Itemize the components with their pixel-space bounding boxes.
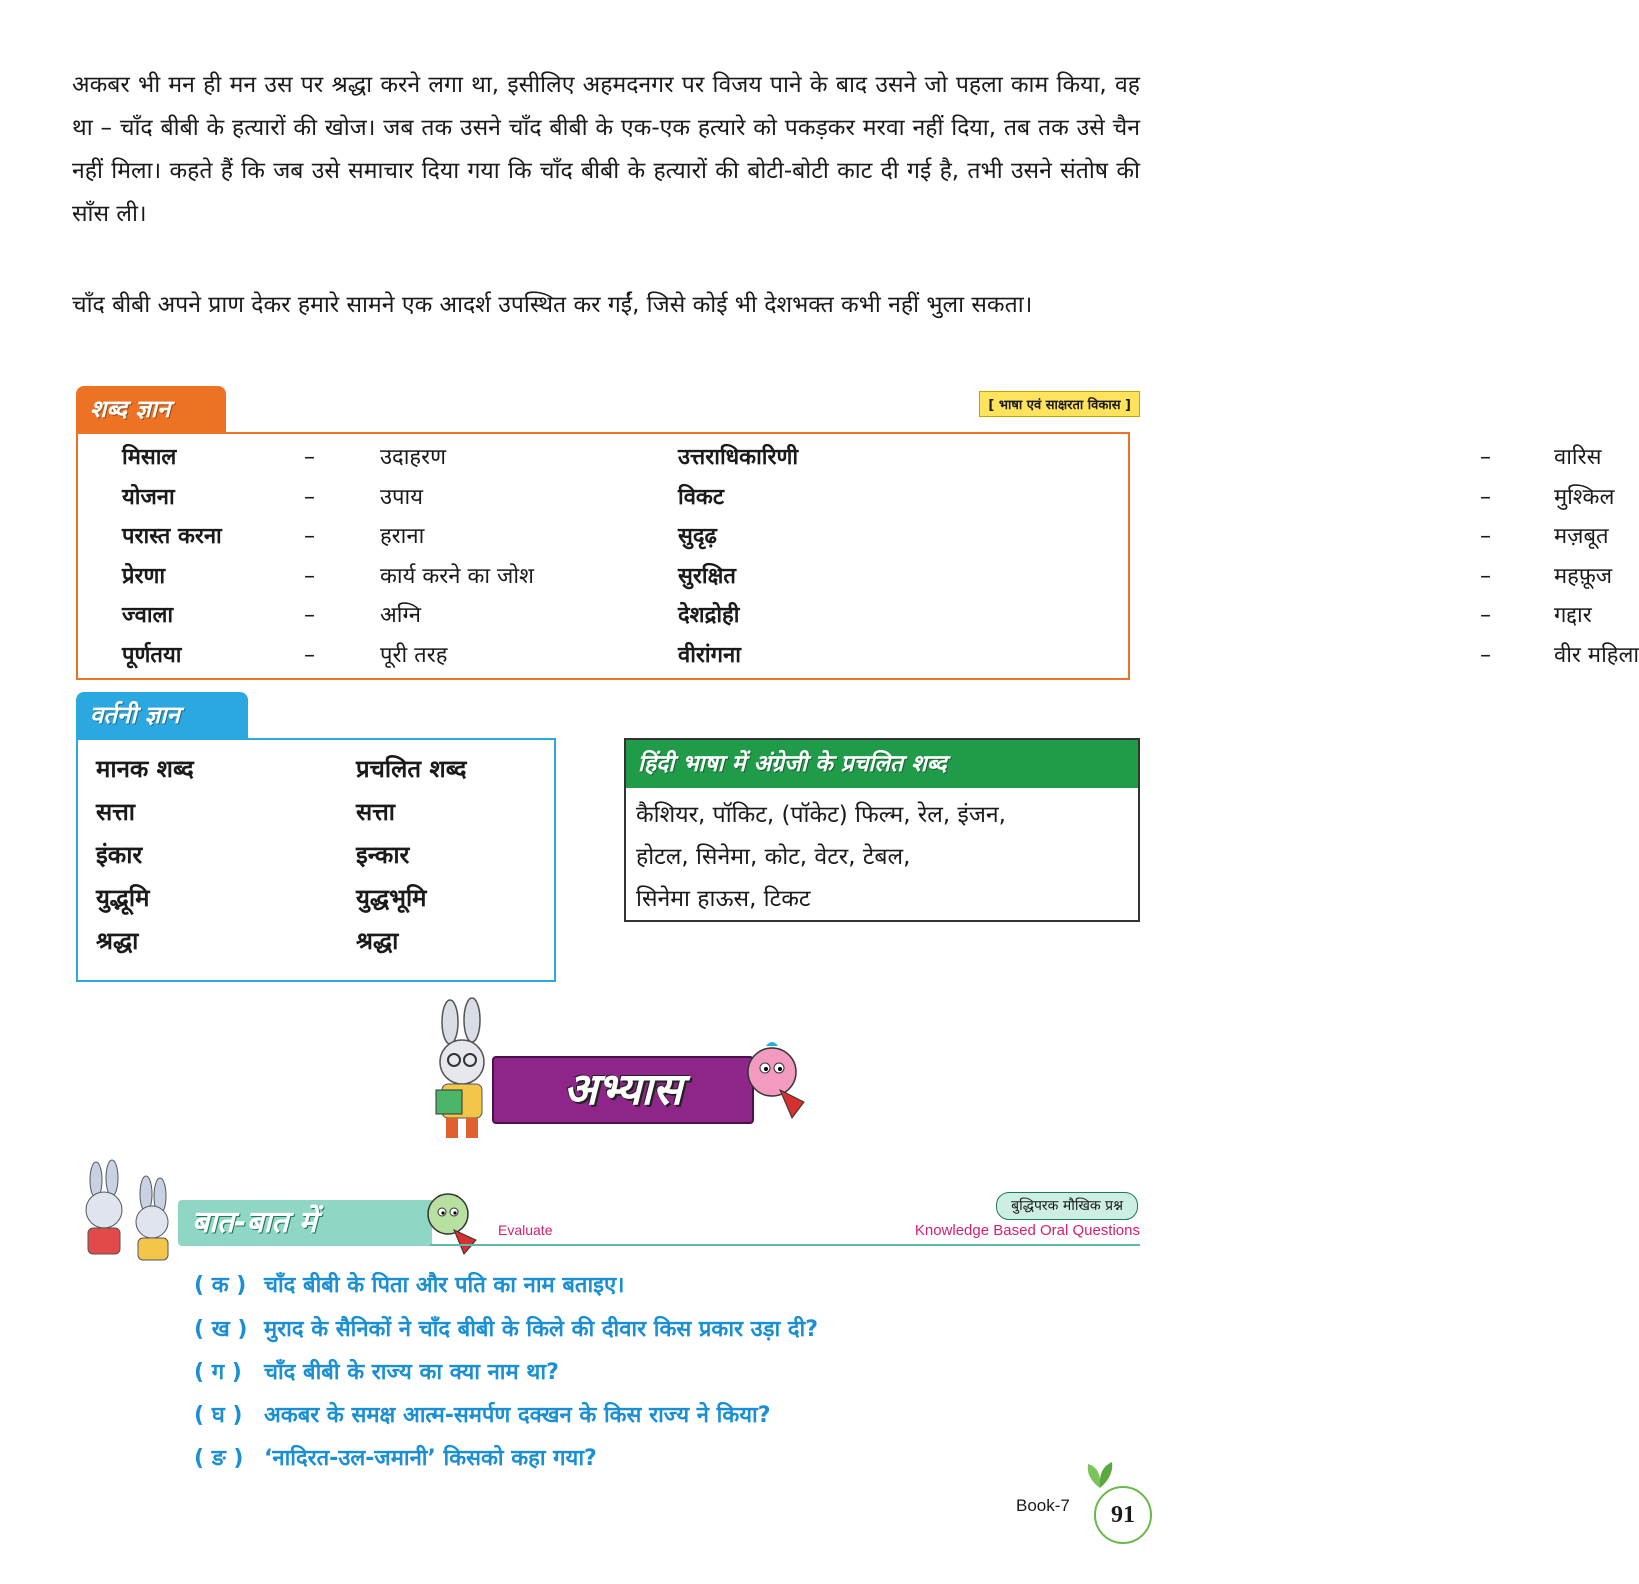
- vocabulary-dash: –: [1480, 563, 1491, 589]
- vocabulary-dash: –: [1480, 642, 1491, 668]
- vartani-gyan-title: वर्तनी ज्ञान: [76, 692, 248, 738]
- english-words-box: [624, 738, 1140, 922]
- abhyas-title: अभ्यास: [492, 1056, 754, 1124]
- vocabulary-dash: –: [304, 445, 315, 470]
- question-item: ( ग ) चाँद बीबी के राज्य का क्या नाम था?: [194, 1360, 559, 1385]
- paragraph-1: अकबर भी मन ही मन उस पर श्रद्धा करने लगा था, इसीलिए अहमदनगर पर विजय पाने के बाद उसने जो पहला काम किया, वह था – चाँद बीबी के हत्यारों की खोज। जब तक उसने चाँद बीबी के एक-एक हत्यारे को पकड़कर मरवा नहीं दिया, तब तक उसे चैन नहीं मिला। कहते हैं कि जब उसे समाचार दिया गया कि चाँद बीबी के हत्यारों की बोटी-बोटी काट दी गई है, तभी उसने संतोष की साँस ली।: [72, 72, 1140, 227]
- spelling-common: इन्कार: [356, 841, 410, 869]
- vocabulary-box: [76, 432, 1639, 680]
- vocabulary-word: ज्वाला: [122, 603, 174, 628]
- spelling-common: श्रद्धा: [356, 927, 399, 955]
- question-item: ( क ) चाँद बीबी के पिता और पति का नाम बताइए।: [194, 1273, 625, 1298]
- spelling-common: युद्धभूमि: [356, 884, 427, 912]
- spelling-standard: इंकार: [96, 841, 143, 869]
- spelling-header-standard: मानक शब्द: [96, 755, 194, 783]
- vocabulary-meaning: वारिस: [1554, 445, 1602, 470]
- shabd-gyan-title: शब्द ज्ञान: [76, 386, 226, 432]
- vocabulary-word: सुरक्षित: [678, 563, 736, 589]
- spelling-box: [76, 738, 556, 982]
- english-words-line: सिनेमा हाऊस, टिकट: [636, 886, 811, 912]
- baat-baat-title: बात-बात में: [178, 1200, 432, 1246]
- english-words-line: कैशियर, पॉकिट, (पॉकेट) फिल्म, रेल, इंजन,: [636, 802, 1006, 828]
- vocabulary-word: परास्त करना: [122, 524, 222, 549]
- vocabulary-meaning: अग्नि: [380, 603, 421, 628]
- vocabulary-dash: –: [1480, 484, 1491, 510]
- spelling-standard: सत्ता: [96, 798, 136, 826]
- vocabulary-meaning: कार्य करने का जोश: [380, 563, 535, 589]
- vocabulary-meaning: वीर महिला: [1554, 642, 1639, 668]
- pencil-mascot-icon: [738, 1040, 818, 1130]
- english-words-list: [636, 794, 1132, 920]
- spelling-standard: श्रद्धा: [96, 927, 139, 955]
- question-item: ( ख ) मुराद के सैनिकों ने चाँद बीबी के किले की दीवार किस प्रकार उड़ा दी?: [194, 1317, 819, 1342]
- paragraph-2: चाँद बीबी अपने प्राण देकर हमारे सामने एक आदर्श उपस्थित कर गईं, जिसे कोई भी देशभक्त कभी नहीं भुला सकता।: [72, 292, 1033, 318]
- rabbit-pair-mascot-icon: [70, 1160, 180, 1270]
- spelling-header-common: प्रचलित शब्द: [356, 755, 467, 783]
- vocabulary-dash: –: [304, 524, 315, 549]
- vocabulary-meaning: उदाहरण: [380, 445, 447, 470]
- spelling-common: सत्ता: [356, 798, 396, 826]
- literacy-tag: [ भाषा एवं साक्षरता विकास ]: [979, 391, 1140, 417]
- question-item: ( घ ) अकबर के समक्ष आत्म-समर्पण दक्खन के किस राज्य ने किया?: [194, 1403, 771, 1428]
- book-label: Book-7: [1016, 1496, 1070, 1515]
- vocabulary-word: प्रेरणा: [122, 563, 166, 589]
- vocabulary-word: पूर्णतया: [122, 642, 182, 668]
- vocabulary-dash: –: [1480, 445, 1491, 470]
- vocabulary-word: योजना: [122, 484, 175, 510]
- vocabulary-meaning: महफ़ूज: [1554, 563, 1613, 589]
- vocabulary-dash: –: [1480, 603, 1491, 628]
- evaluate-label: Evaluate: [498, 1222, 553, 1238]
- vocabulary-meaning: मुश्किल: [1554, 484, 1615, 510]
- vocabulary-word: विकट: [678, 484, 724, 510]
- oral-questions-english: Knowledge Based Oral Questions: [914, 1222, 1140, 1239]
- pencil-mascot-icon: [420, 1188, 490, 1258]
- vocabulary-word: वीरांगना: [678, 642, 741, 668]
- vocabulary-dash: –: [304, 603, 315, 628]
- vocabulary-word: उत्तराधिकारिणी: [678, 445, 799, 470]
- vocabulary-word: देशद्रोही: [678, 603, 740, 628]
- vocabulary-meaning: हराना: [380, 524, 425, 549]
- spelling-standard: युद्भूमि: [96, 884, 150, 912]
- vocabulary-meaning: पूरी तरह: [380, 642, 448, 668]
- vocabulary-dash: –: [1480, 524, 1491, 549]
- leaf-icon: [1080, 1460, 1120, 1490]
- section-divider: [430, 1244, 1140, 1246]
- vocabulary-dash: –: [304, 642, 315, 668]
- english-words-line: होटल, सिनेमा, कोट, वेटर, टेबल,: [636, 844, 911, 870]
- abhyas-banner-group: [420, 1000, 820, 1150]
- english-words-title: हिंदी भाषा में अंग्रेजी के प्रचलित शब्द: [626, 740, 1138, 788]
- vocabulary-meaning: गद्दार: [1554, 603, 1592, 628]
- vocabulary-word: मिसाल: [122, 445, 177, 470]
- oral-questions-badge: बुद्धिपरक मौखिक प्रश्न: [996, 1192, 1138, 1220]
- vocabulary-dash: –: [304, 484, 315, 510]
- vocabulary-meaning: उपाय: [380, 484, 424, 510]
- vocabulary-word: सुदृढ़: [678, 524, 717, 549]
- question-item: ( ङ ) ‘नादिरत-उल-जमानी’ किसको कहा गया?: [194, 1446, 597, 1471]
- vocabulary-dash: –: [304, 563, 315, 589]
- vocabulary-meaning: मज़बूत: [1554, 524, 1609, 549]
- page-number: 91: [1094, 1486, 1152, 1544]
